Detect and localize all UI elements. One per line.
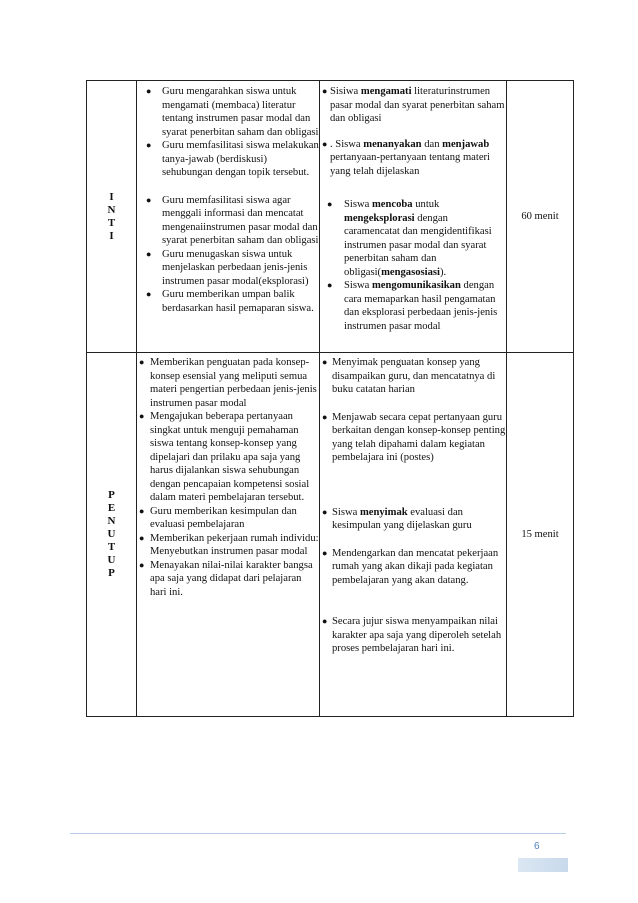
student-activity-bold: mengasosiasi bbox=[381, 266, 440, 278]
bullet-icon: ● bbox=[139, 559, 145, 570]
student-activity-post: evaluasi dan kesimpulan yang dijelaskan guru bbox=[332, 506, 472, 531]
teacher-activities-penutup bbox=[137, 353, 320, 717]
bullet-icon: ● bbox=[146, 86, 152, 96]
phase-letter: T bbox=[107, 216, 116, 229]
student-activity-bold: mengamati bbox=[360, 86, 412, 97]
lesson-activity-table bbox=[86, 80, 574, 717]
list-item bbox=[137, 85, 319, 139]
bullet-icon: ● bbox=[322, 411, 328, 422]
student-activity-pre: Sisiwa bbox=[330, 86, 361, 97]
list-item bbox=[137, 288, 319, 315]
list-item bbox=[320, 615, 506, 656]
phase-label-inti bbox=[87, 81, 137, 353]
duration-inti: 60 menit bbox=[507, 81, 574, 353]
list-item bbox=[320, 506, 506, 533]
list-item bbox=[137, 559, 319, 600]
list-item bbox=[320, 411, 506, 465]
teacher-activity-text: Memberikan penguatan pada konsep-konsep esensial yang meliputi semua materi pengertian perbedaan jenis-jenis instrumen pasar modal bbox=[150, 357, 317, 409]
list-item bbox=[137, 248, 319, 289]
student-activity-pre: Siswa bbox=[344, 280, 372, 291]
student-activity-pre: Mendengarkan dan mencatat pekerjaan rumah yang akan dikaji pada kegiatan pembelajaran yang akan datang. bbox=[332, 547, 499, 586]
list-item bbox=[137, 139, 319, 180]
teacher-activity-text: Guru memfasilitasi siswa melakukan tanya-jawab (berdiskusi) sehubungan dengan topik tersebut. bbox=[162, 140, 319, 178]
bullet-icon: ● bbox=[139, 357, 145, 367]
phase-letter: N bbox=[107, 203, 116, 216]
teacher-activity-text: Mengajukan beberapa pertanyaan singkat untuk menguji pemahaman siswa tentang konsep-konsep yang dipelajari dan prilaku apa saja yang harus dijalankan siswa sehubungan dengan pencapaian kompetensi sosial dalam materi pembelajaran tersebut. bbox=[150, 411, 310, 503]
list-item bbox=[137, 505, 319, 532]
bullet-icon: ● bbox=[146, 289, 152, 299]
teacher-activity-text: Guru memberikan kesimpulan dan evaluasi pembelajaran bbox=[150, 505, 297, 530]
student-activity-mid: untuk bbox=[412, 199, 440, 210]
student-activity-pre: . Siswa bbox=[330, 138, 364, 150]
list-item bbox=[320, 85, 506, 126]
phase-letter: P bbox=[108, 489, 115, 501]
student-activity-bold: menanyakan bbox=[363, 138, 422, 150]
list-item bbox=[320, 279, 506, 333]
student-activity-pre: Menjawab secara cepat pertanyaan guru berkaitan dengan konsep-konsep penting yang telah dipahami dalam kegiatan pembelajara ini (postes) bbox=[332, 411, 506, 463]
student-activity-post: pertanyaan-pertanyaan tentang materi yang telah dijelaskan bbox=[330, 152, 490, 177]
phase-letter: U bbox=[107, 554, 116, 566]
student-activity-bold: menyimak bbox=[359, 506, 408, 518]
list-item bbox=[320, 198, 506, 279]
duration-penutup: 15 menit bbox=[507, 353, 574, 717]
teacher-activity-text: Guru memfasilitasi siswa agar menggali informasi dan mencatat mengenaiinstrumen pasar modal dan syarat penerbitan saham dan obligasi bbox=[162, 194, 319, 246]
student-activity-bold: menjawab bbox=[442, 138, 490, 150]
student-activity-bold: mengomunikasikan bbox=[371, 280, 461, 291]
student-activity-pre: Siswa bbox=[344, 199, 372, 210]
footer-corner-decoration bbox=[518, 858, 568, 872]
student-activity-bold: mengeksplorasi bbox=[344, 212, 415, 224]
student-activities-inti bbox=[320, 81, 507, 353]
student-activity-pre: Secara jujur siswa menyampaikan nilai karakter apa saja yang diperoleh setelah proses pembelajaran hari ini. bbox=[332, 616, 502, 654]
student-activity-pre: Siswa bbox=[332, 506, 360, 518]
teacher-activity-text: Guru menugaskan siswa untuk menjelaskan perbedaan jenis-jenis instrumen pasar modal(eksplorasi) bbox=[162, 248, 309, 287]
bullet-icon: ● bbox=[139, 532, 145, 543]
list-item bbox=[137, 532, 319, 559]
phase-letter: I bbox=[109, 229, 114, 242]
page-number: 6 bbox=[534, 841, 540, 852]
bullet-icon: ● bbox=[322, 506, 328, 517]
bullet-icon: ● bbox=[322, 547, 328, 558]
list-item bbox=[320, 356, 506, 397]
bullet-icon: ● bbox=[139, 411, 145, 421]
phase-letter: N bbox=[107, 515, 116, 527]
teacher-activity-text: Menayakan nilai-nilai karakter bangsa apa saja yang didapat dari pelajaran hari ini. bbox=[150, 559, 313, 598]
bullet-icon: ● bbox=[322, 357, 328, 367]
student-activity-post: dengan cara memaparkan hasil pengamatan dan eksplorasi perbedaan jenis-jenis instrumen pasar modal bbox=[344, 280, 498, 332]
teacher-activity-list bbox=[137, 85, 319, 315]
phase-letter: T bbox=[107, 541, 116, 553]
bullet-icon: ● bbox=[146, 194, 152, 205]
student-activity-list bbox=[320, 85, 506, 333]
phase-letter: E bbox=[107, 502, 116, 514]
phase-letter: U bbox=[107, 528, 116, 540]
bullet-icon: ● bbox=[139, 505, 145, 516]
bullet-icon: ● bbox=[322, 138, 328, 149]
list-item bbox=[137, 356, 319, 410]
list-item bbox=[320, 138, 506, 179]
phase-letter: I bbox=[109, 190, 114, 203]
student-activities-penutup bbox=[320, 353, 507, 717]
student-activity-list bbox=[320, 356, 506, 656]
list-item bbox=[137, 410, 319, 505]
list-item bbox=[320, 547, 506, 588]
teacher-activity-text: Memberikan pekerjaan rumah individu: Menyebutkan instrumen pasar modal bbox=[150, 532, 319, 557]
bullet-icon: ● bbox=[146, 140, 152, 150]
teacher-activity-list bbox=[137, 356, 319, 599]
phase-letter: P bbox=[108, 567, 115, 579]
footer-divider bbox=[70, 833, 566, 834]
teacher-activities-inti bbox=[137, 81, 320, 353]
student-activity-mid: dan bbox=[421, 138, 443, 150]
phase-label-penutup bbox=[87, 353, 137, 717]
table-row-penutup bbox=[87, 353, 574, 717]
bullet-icon: ● bbox=[327, 199, 333, 209]
bullet-icon: ● bbox=[322, 86, 328, 96]
student-activity-pre: Menyimak penguatan konsep yang disampaikan guru, dan mencatatnya di buku catatan harian bbox=[332, 357, 496, 395]
table-row-inti bbox=[87, 81, 574, 353]
student-activity-post: literaturinstrumen pasar modal dan syarat penerbitan saham dan obligasi bbox=[330, 86, 505, 124]
student-activity-post: ). bbox=[439, 266, 447, 278]
teacher-activity-text: Guru memberikan umpan balik berdasarkan hasil pemaparan siswa. bbox=[162, 289, 314, 314]
list-item bbox=[137, 194, 319, 248]
teacher-activity-text: Guru mengarahkan siswa untuk mengamati (membaca) literatur tentang instrumen pasar modal dan syarat penerbitan saham dan obligasi bbox=[162, 86, 319, 138]
bullet-icon: ● bbox=[327, 280, 333, 290]
bullet-icon: ● bbox=[146, 248, 152, 259]
bullet-icon: ● bbox=[322, 616, 328, 626]
student-activity-bold: mencoba bbox=[371, 199, 413, 210]
student-activity-post: dengan caramencatat dan mengidentifikasi instrumen pasar modal dan syarat penerbitan saham dan obligasi( bbox=[344, 212, 492, 278]
